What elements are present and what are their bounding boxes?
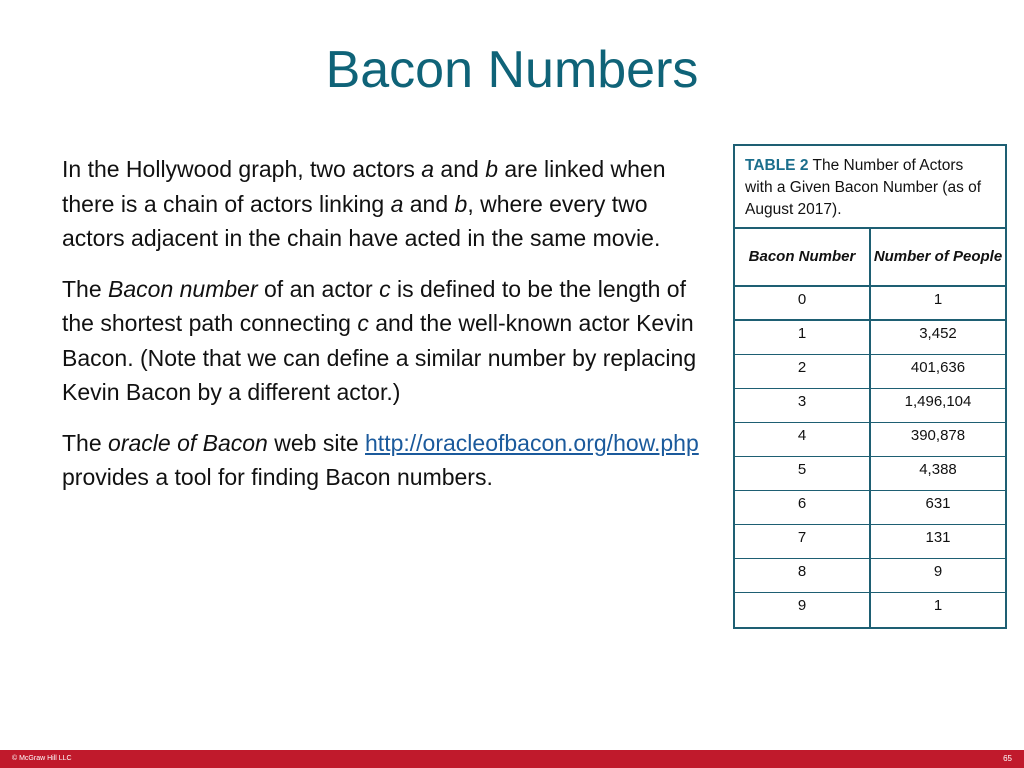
italic-term: a [421, 156, 435, 182]
bacon-number-cell: 1 [734, 320, 870, 354]
bacon-number-cell: 8 [734, 558, 870, 592]
paragraph-text-run: , where every two actors adjacent in the chain have acted in the same movie. [62, 190, 661, 251]
people-count-cell: 631 [870, 490, 1006, 524]
table-row [734, 456, 1006, 490]
table-row [734, 320, 1006, 354]
bacon-number-cell: 2 [734, 354, 870, 388]
footer-bar [0, 750, 1024, 768]
bacon-number-cell: 7 [734, 524, 870, 558]
paragraph-text-run: The [62, 429, 109, 456]
italic-term: b [485, 156, 498, 182]
slide-title: Bacon Numbers [325, 41, 699, 99]
table-caption-text: The Number of Actors with a Given Bacon Number (as of August 2017). [745, 157, 982, 218]
bacon-number-cell: 0 [734, 286, 870, 320]
oracle-of-bacon-link[interactable]: http://oracleofbacon.org/how.php [365, 429, 699, 456]
paragraph-text-run: is defined to be the length of the shortest path connecting [62, 275, 686, 336]
table-header-row [734, 229, 1006, 286]
bacon-number-cell: 5 [734, 456, 870, 490]
paragraph-text-run: and the well-known actor Kevin Bacon. (Note that we can define a similar number by replacing Kevin Bacon by a different actor.) [62, 310, 697, 405]
people-count-cell: 1 [870, 592, 1006, 628]
table-row [734, 490, 1006, 524]
header-bacon-number: Bacon Number [734, 229, 870, 286]
bacon-number-cell: 4 [734, 422, 870, 456]
italic-term: b [454, 190, 468, 217]
paragraph-text-run: provides a tool for finding Bacon numbers. [62, 464, 493, 490]
table-row [734, 388, 1006, 422]
people-count-cell: 131 [870, 524, 1006, 558]
table-row [734, 524, 1006, 558]
paragraph-oracle-of-bacon [62, 426, 702, 495]
bacon-number-cell: 6 [734, 490, 870, 524]
bacon-table-panel [733, 144, 1007, 629]
table-row [734, 354, 1006, 388]
table-row [734, 286, 1006, 320]
paragraph-text-run: and [434, 156, 486, 182]
table-row [734, 422, 1006, 456]
paragraph-text-run: The [62, 275, 109, 302]
paragraph-text-run: of an actor [257, 275, 380, 302]
people-count-cell: 3,452 [870, 320, 1006, 354]
bacon-number-cell: 3 [734, 388, 870, 422]
italic-term: c [379, 275, 391, 302]
paragraph-hollywood-graph [62, 152, 702, 256]
page-number: 65 [1003, 754, 1012, 763]
bacon-number-cell: 9 [734, 592, 870, 628]
paragraph-text-run: and [403, 190, 455, 217]
paragraph-text-run: In the Hollywood graph, two actors [62, 156, 422, 182]
body-text [62, 152, 702, 511]
italic-term: oracle of Bacon [108, 429, 268, 456]
people-count-cell: 401,636 [870, 354, 1006, 388]
people-count-cell: 1,496,104 [870, 388, 1006, 422]
people-count-cell: 4,388 [870, 456, 1006, 490]
table-row [734, 558, 1006, 592]
table-row [734, 592, 1006, 628]
table-body [734, 286, 1006, 628]
italic-term: c [357, 310, 369, 336]
bacon-number-table [733, 229, 1007, 629]
people-count-cell: 1 [870, 286, 1006, 320]
table-caption [733, 144, 1007, 229]
paragraph-text-run: web site [267, 429, 366, 456]
people-count-cell: 9 [870, 558, 1006, 592]
paragraph-text-run: are linked when there is a chain of actors linking [62, 156, 666, 217]
italic-term: Bacon number [108, 275, 258, 302]
table-caption-label: TABLE 2 [745, 157, 809, 174]
copyright-text: © McGraw Hill LLC [12, 755, 72, 762]
paragraph-bacon-number-definition [62, 272, 702, 410]
header-number-of-people: Number of People [870, 229, 1006, 286]
people-count-cell: 390,878 [870, 422, 1006, 456]
italic-term: a [390, 190, 404, 217]
